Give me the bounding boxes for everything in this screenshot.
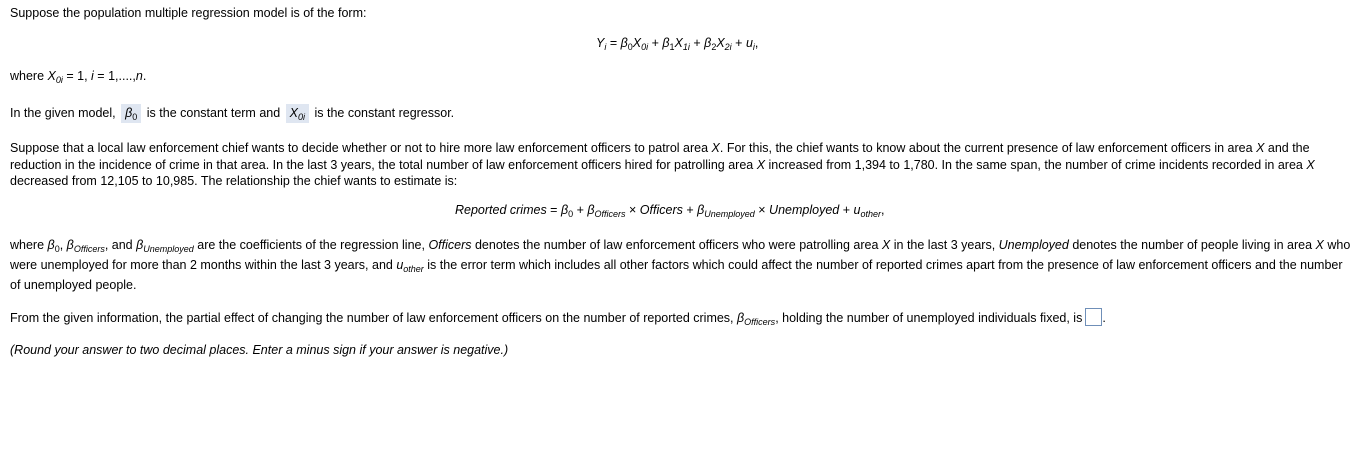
where-regressor-line: where $X_{0i} = 1$, i = 1,....,n. (10, 69, 147, 85)
intro-text: Suppose the population multiple regression model is of the form: (10, 6, 367, 20)
answer-input[interactable] (1085, 308, 1102, 326)
beta0-chip: $\beta_0$ (121, 104, 141, 123)
definitions-paragraph: where $\beta_0$, $\beta_{Officers}$, and $\beta_{Unemployed}$ are the coefficients of the regression line, Officers denotes the number of law enforcement officers who were patrolling area X in the last 3 years, Unemployed denotes the number of people living in area X who were unemployed for more than 2 months within the last 3 years, and $u_{other}$ is the error term which includes all other factors which could affect the number of reported crimes apart from the presence of law enforcement officers and the number of unemployed people. (10, 238, 1351, 292)
rounding-instruction: (Round your answer to two decimal places. Enter a minus sign if your answer is negative.) (10, 343, 509, 357)
question-line: From the given information, the partial effect of changing the number of law enforcement officers on the number of reported crimes, $\beta_{Officers}$, holding the number of unemployed individuals fixed, is . (10, 308, 1106, 326)
estimate-equation: Reported crimes = $\beta_0 + \beta_{Officers}$ × Officers + $\beta_{Unemployed}$ × Unemployed + $u_{other}$, (455, 203, 885, 219)
model-equation: $Y_i = \beta_0X_{0i} + \beta_1X_{1i} + \beta_2X_{2i} + u_i$, (596, 36, 759, 52)
scenario-paragraph: Suppose that a local law enforcement chief wants to decide whether or not to hire more law enforcement officers to patrol area X. For this, the chief wants to know about the current presence of law enforcement officers in area X and the reduction in the incidence of crime in that area. In the last 3 years, the total number of law enforcement officers hired for patrolling area X increased from 1,394 to 1,780. In the same span, the number of crime incidents recorded in area X decreased from 12,105 to 10,985. The relationship the chief wants to estimate is: (10, 141, 1315, 188)
constant-term-line: In the given model, $\beta_0$ is the constant term and $X_{0i}$ is the constant regressor. (10, 106, 455, 122)
x0i-chip: $X_{0i}$ (286, 104, 309, 123)
